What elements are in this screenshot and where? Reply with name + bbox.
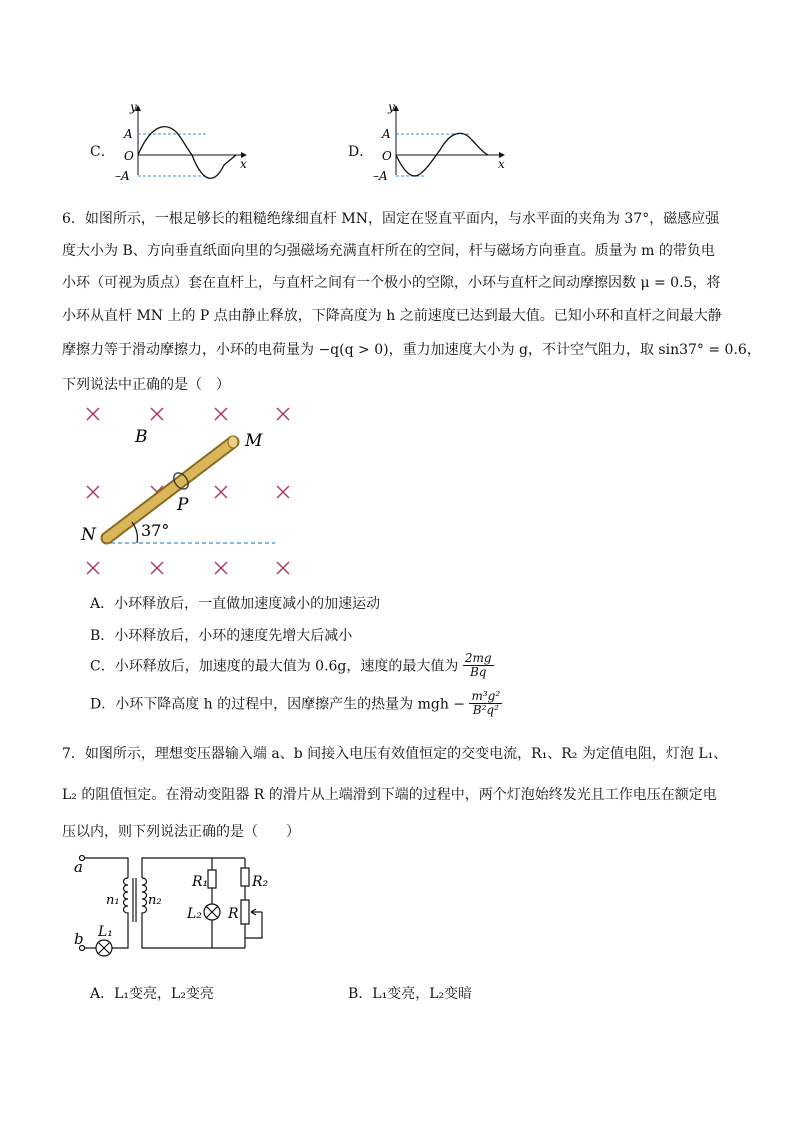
y-label: y	[388, 100, 395, 114]
sine-graph-d	[370, 100, 510, 180]
q6-line-3: 小环（可视为质点）套在直杆上，与直杆之间有一个极小的空隙，小环与直杆之间动摩擦因数 μ = 0.5，将	[62, 275, 721, 291]
q6-option-d	[90, 690, 502, 717]
label-angle: 37°	[141, 521, 170, 540]
fraction-heat	[469, 690, 502, 717]
primary-coil	[124, 878, 129, 920]
secondary-coil	[142, 878, 147, 920]
q7-line-3: 压以内，则下列说法正确的是（ ）	[62, 824, 300, 840]
label-p: P	[177, 495, 189, 515]
tick-a: A	[124, 127, 133, 141]
label-r2: R₂	[252, 874, 269, 890]
q7-circuit	[70, 850, 285, 962]
label-m: M	[245, 431, 263, 451]
label-l1: L₁	[98, 924, 113, 940]
q7-line-2: L₂ 的阻值恒定。在滑动变阻器 R 的滑片从上端滑到下端的过程中，两个灯泡始终发光且工作电压在额定电	[62, 787, 717, 803]
option-c-label: C．	[90, 144, 115, 160]
tick-neg-a: –A	[115, 169, 130, 180]
q6-line-4: 小环从直杆 MN 上的 P 点由静止释放，下降高度为 h 之前速度已达到最大值。已知小环和直杆之间最大静	[62, 308, 722, 324]
tick-o: O	[382, 149, 392, 163]
label-b: B	[135, 427, 148, 447]
y-label: y	[130, 100, 137, 114]
x-label: x	[498, 157, 505, 171]
q6-option-a: A．小环释放后，一直做加速度减小的加速运动	[90, 596, 381, 612]
label-n1: n₁	[106, 893, 120, 908]
sine-curve	[138, 127, 236, 179]
label-l2: L₂	[187, 906, 202, 922]
q6-line-6: 下列说法中正确的是（ ）	[62, 377, 230, 393]
q7-line-1: 7．如图所示，理想变压器输入端 a、b 间接入电压有效值恒定的交变电流，R₁、R₂ 为定值电阻，灯泡 L₁、	[62, 746, 728, 762]
fraction-denominator: Bq	[469, 665, 487, 679]
fraction-numerator: 2mg	[464, 651, 492, 665]
q6-option-c-text: C．小环释放后，加速度的最大值为 0.6g，速度的最大值为	[90, 658, 459, 675]
q6-option-c	[90, 652, 494, 679]
q6-option-d-text: D．小环下降高度 h 的过程中，因摩擦产生的热量为 mgh −	[90, 696, 466, 713]
q6-line-1: 6．如图所示，一根足够长的粗糙绝缘细直杆 MN，固定在竖直平面内，与水平面的夹角为 37°，磁感应强	[62, 211, 720, 227]
x-label: x	[240, 157, 247, 171]
label-a: a	[74, 858, 83, 876]
tick-neg-a: –A	[373, 169, 388, 180]
option-d-label: D．	[348, 144, 374, 160]
q6-line-5: 摩擦力等于滑动摩擦力，小环的电荷量为 −q(q > 0)，重力加速度大小为 g，不计空气阻力，取 sin37° = 0.6，	[62, 342, 761, 358]
q6-line-2: 度大小为 B、方向垂直纸面向里的匀强磁场充满直杆所在的空间，杆与磁场方向垂直。质量为 m 的带负电	[62, 243, 715, 259]
label-r: R	[228, 906, 239, 922]
sine-graph-c	[112, 100, 252, 180]
tick-o: O	[124, 149, 134, 163]
label-n2: n₂	[148, 893, 162, 908]
q7-option-a: A．L₁变亮，L₂变亮	[90, 986, 214, 1002]
label-n: N	[81, 525, 96, 545]
fraction-denominator: B²q²	[472, 703, 499, 717]
q6-option-b: B．小环释放后，小环的速度先增大后减小	[90, 628, 353, 644]
rheostat-r	[241, 900, 249, 924]
tick-a: A	[382, 127, 391, 141]
fraction-2mg-bq	[463, 652, 494, 679]
label-b: b	[74, 930, 84, 948]
q7-option-b: B．L₁变亮，L₂变暗	[348, 986, 473, 1002]
rod-mn-highlight	[107, 442, 233, 538]
rod-end	[228, 436, 238, 448]
resistor-r2	[241, 868, 249, 886]
label-r1: R₁	[192, 874, 209, 890]
resistor-r1	[208, 870, 216, 888]
q6-figure	[75, 398, 305, 583]
fraction-numerator: m³g²	[471, 689, 501, 703]
